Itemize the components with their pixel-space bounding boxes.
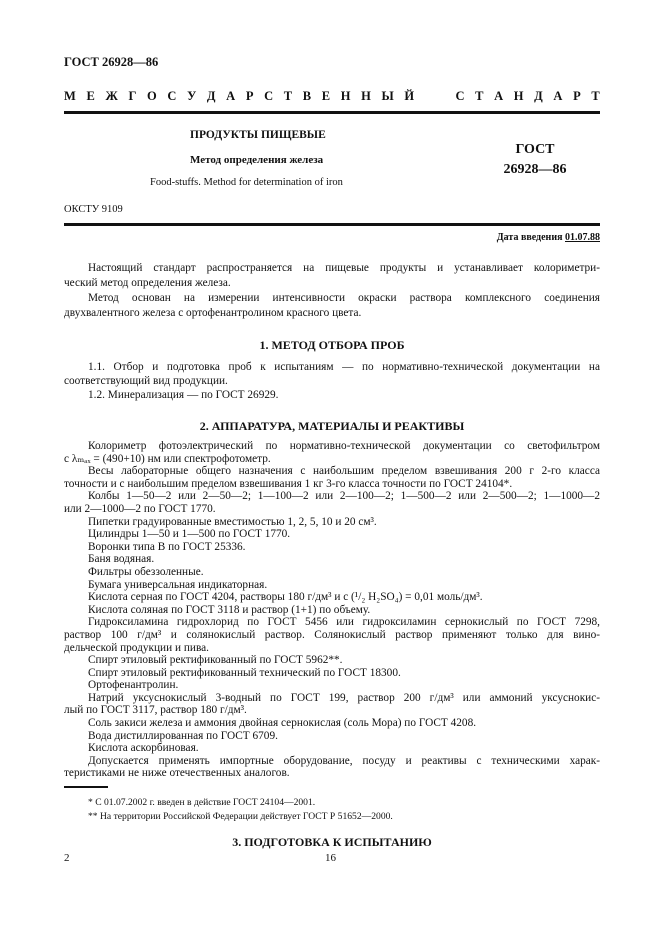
paragraph bbox=[64, 465, 600, 490]
section-2-text bbox=[64, 440, 600, 780]
text-line: Весы лабораторные общего назначения с наибольшим пределом взвешивания 200 г 2-го класса bbox=[88, 465, 600, 478]
text-line: ческий метод определения железа. bbox=[64, 277, 231, 289]
banner-letter: Т bbox=[475, 89, 484, 103]
paragraph bbox=[64, 796, 600, 810]
okstu-rule bbox=[64, 223, 600, 226]
text-line: Кислота серная по ГОСТ 4204, растворы 180 г/дм³ и c (¹/₂ H₂SO₄) = 0,01 моль/дм³. bbox=[88, 591, 483, 604]
okstu-code: ОКСТУ 9109 bbox=[64, 204, 123, 215]
paragraph bbox=[64, 667, 600, 680]
banner-letter: С bbox=[455, 89, 465, 103]
paragraph bbox=[64, 591, 600, 604]
date-label: Дата введения bbox=[496, 232, 563, 243]
text-line: Настоящий стандарт распространяется на пищевые продукты и устанавливает колориметри- bbox=[88, 262, 600, 274]
text-line: ** На территории Российской Федерации действует ГОСТ Р 51652—2000. bbox=[88, 811, 393, 822]
banner-letter: Р bbox=[573, 89, 581, 103]
paragraph bbox=[64, 679, 600, 692]
gost-designation bbox=[480, 140, 590, 180]
document-title: ПРОДУКТЫ ПИЩЕВЫЕ bbox=[190, 129, 326, 141]
banner-letter: С bbox=[264, 89, 274, 103]
text-line: Колориметр фотоэлектрический по нормативно-технической документации со светофильтром bbox=[88, 440, 600, 452]
paragraph bbox=[64, 440, 600, 465]
paragraph bbox=[64, 490, 600, 515]
banner-letter: А bbox=[226, 89, 236, 103]
paragraph bbox=[64, 579, 600, 592]
paragraph bbox=[64, 291, 600, 321]
date-value: 01.07.88 bbox=[565, 232, 600, 243]
banner-letter: Е bbox=[86, 89, 95, 103]
intro-text bbox=[64, 261, 600, 321]
text-line: Метод основан на измерении интенсивности окраски раствора комплексного соединения bbox=[88, 292, 600, 304]
paragraph bbox=[64, 755, 600, 780]
section-1-heading: 1. МЕТОД ОТБОРА ПРОБ bbox=[259, 338, 405, 352]
text-line: Бумага универсальная индикаторная. bbox=[88, 578, 268, 591]
header-rule bbox=[64, 111, 600, 114]
paragraph bbox=[64, 616, 600, 654]
section-2-heading: 2. АППАРАТУРА, МАТЕРИАЛЫ И РЕАКТИВЫ bbox=[199, 419, 465, 433]
banner-letter: С bbox=[167, 89, 177, 103]
paragraph bbox=[64, 566, 600, 579]
text-line: Соль закиси железа и аммония двойная сернокислая (соль Мора) по ГОСТ 4208. bbox=[88, 717, 477, 730]
section-3-heading: 3. ПОДГОТОВКА К ИСПЫТАНИЮ bbox=[232, 835, 432, 849]
paragraph bbox=[64, 742, 600, 755]
banner-letter: Ы bbox=[381, 89, 394, 103]
text-line: Спирт этиловый ректификованный технический по ГОСТ 18300. bbox=[88, 666, 401, 679]
banner-letter: Т bbox=[591, 89, 600, 103]
text-line: Натрий уксуснокислый 3-водный по ГОСТ 199, раствор 200 г/дм³ или аммоний уксуснокис- bbox=[88, 691, 600, 704]
text-line: теристиками не ниже отечественных аналогов. bbox=[64, 767, 290, 780]
banner-letter: Г bbox=[128, 89, 137, 103]
banner-letter: В bbox=[302, 89, 312, 103]
banner-letter: А bbox=[494, 89, 504, 103]
gost-number: 26928—86 bbox=[503, 162, 567, 177]
text-line: двухвалентного железа с ортофенантролином красного цвета. bbox=[64, 307, 362, 319]
banner-letter: А bbox=[553, 89, 563, 103]
text-line: с λₘₐₓ = (490+10) нм или спектрофотометр. bbox=[64, 452, 271, 465]
text-line: Цилиндры 1—50 и 1—500 по ГОСТ 1770. bbox=[88, 528, 291, 541]
text-line: Спирт этиловый ректификованный по ГОСТ 5962**. bbox=[88, 654, 343, 667]
text-line: дельческой продукции и пива. bbox=[64, 641, 209, 654]
banner-letter: Д bbox=[534, 89, 543, 103]
banner-letter: Н bbox=[361, 89, 371, 103]
paragraph bbox=[64, 730, 600, 743]
text-line: Фильтры обеззоленные. bbox=[88, 565, 204, 578]
paragraph bbox=[64, 360, 600, 388]
text-line: Вода дистиллированная по ГОСТ 6709. bbox=[88, 729, 278, 742]
text-line: раствор 100 г/дм³ и солянокислый раствор. Солянокислый раствор применяют только для вино- bbox=[64, 628, 600, 641]
text-line: или 2—1000—2 по ГОСТ 1770. bbox=[64, 502, 216, 515]
document-subtitle: Метод определения железа bbox=[190, 154, 324, 166]
text-line: Воронки типа В по ГОСТ 25336. bbox=[88, 540, 246, 553]
text-line: Кислота аскорбиновая. bbox=[88, 742, 199, 755]
banner-letter: О bbox=[147, 89, 157, 103]
banner-letter: Д bbox=[206, 89, 216, 103]
banner-letter: Р bbox=[245, 89, 254, 103]
paragraph bbox=[64, 553, 600, 566]
banner-letter: Е bbox=[321, 89, 331, 103]
text-line: Колбы 1—50—2 или 2—50—2; 1—100—2 или 2—100—2; 1—500—2 или 2—500—2; 1—1000—2 bbox=[88, 490, 600, 503]
section-1-text bbox=[64, 360, 600, 402]
paragraph bbox=[64, 528, 600, 541]
document-id: ГОСТ 26928—86 bbox=[64, 55, 159, 69]
paragraph bbox=[64, 692, 600, 717]
text-line: Кислота соляная по ГОСТ 3118 и раствор (1+1) по объему. bbox=[88, 603, 371, 616]
paragraph bbox=[64, 604, 600, 617]
footnote-rule bbox=[64, 786, 108, 788]
text-line: 1.2. Минерализация — по ГОСТ 26929. bbox=[88, 389, 279, 401]
banner-letter: Т bbox=[283, 89, 293, 103]
text-line: Баня водяная. bbox=[88, 553, 155, 566]
paragraph bbox=[64, 810, 600, 824]
paragraph bbox=[64, 261, 600, 291]
banner-letter: Й bbox=[404, 89, 415, 103]
banner-letter: Н bbox=[513, 89, 524, 103]
page-number-left: 2 bbox=[64, 852, 70, 864]
text-line: соответствующий вид продукции. bbox=[64, 375, 228, 387]
paragraph bbox=[64, 541, 600, 554]
paragraph bbox=[64, 717, 600, 730]
footnotes bbox=[64, 796, 600, 824]
banner-letter: У bbox=[187, 89, 197, 103]
text-line: Гидроксиламина гидрохлорид по ГОСТ 5456 или гидроксиламин сернокислый по ГОСТ 7298, bbox=[88, 616, 600, 629]
text-line: лый по ГОСТ 3117, раствор 180 г/дм³. bbox=[64, 704, 247, 717]
text-line: Пипетки градуированные вместимостью 1, 2, 5, 10 и 20 см³. bbox=[88, 515, 377, 528]
text-line: 1.1. Отбор и подготовка проб к испытаниям — по нормативно-технической документации на bbox=[88, 361, 600, 373]
banner-gap bbox=[425, 89, 445, 104]
effective-date bbox=[497, 232, 600, 243]
paragraph bbox=[64, 388, 600, 402]
text-line: Ортофенантролин. bbox=[88, 679, 179, 692]
standard-banner bbox=[64, 89, 600, 104]
paragraph bbox=[64, 516, 600, 529]
text-line: Допускается применять импортные оборудование, посуду и реактивы с техническими харак- bbox=[88, 754, 600, 767]
text-line: точности и с наибольшим пределом взвешивания 1 кг 3-го класса точности по ГОСТ 24104*. bbox=[64, 477, 513, 490]
paragraph bbox=[64, 654, 600, 667]
banner-letter: Н bbox=[340, 89, 351, 103]
english-title: Food-stuffs. Method for determination of iron bbox=[150, 177, 343, 188]
gost-label: ГОСТ bbox=[515, 142, 555, 157]
banner-letter: Ж bbox=[105, 89, 118, 103]
text-line: * С 01.07.2002 г. введен в действие ГОСТ 24104—2001. bbox=[88, 797, 316, 808]
page-number-center: 16 bbox=[325, 852, 336, 864]
banner-letter: М bbox=[64, 89, 76, 103]
